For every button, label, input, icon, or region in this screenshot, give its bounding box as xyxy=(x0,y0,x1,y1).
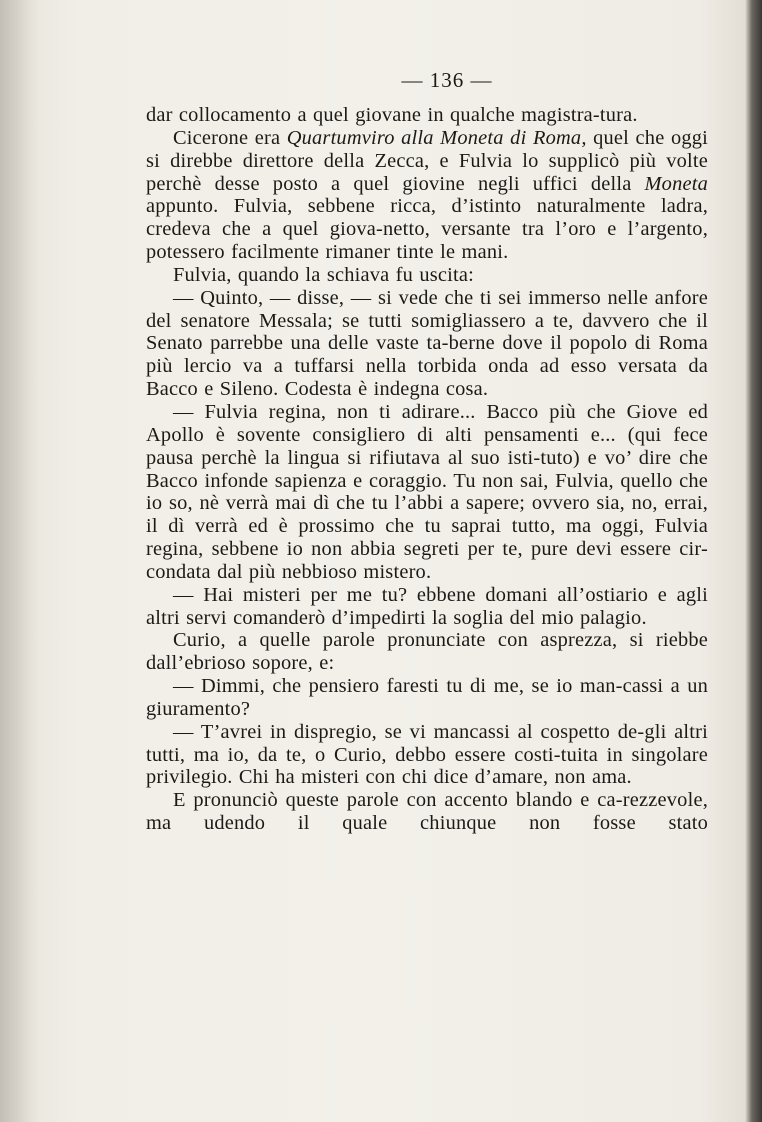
italic-text: Moneta xyxy=(644,172,708,195)
page-number: — 136 — xyxy=(401,68,493,92)
paragraph xyxy=(146,629,708,675)
paragraph xyxy=(146,789,708,835)
text-run: — T’avrei in dispregio, se vi mancassi al cospetto de-gli altri tutti, ma io, da te, o Curio, debbo essere costi-tuita in singolare privilegio. Chi ha misteri con chi dice d’amare, non ama. xyxy=(146,720,708,789)
paragraph xyxy=(146,721,708,790)
paragraph xyxy=(146,287,708,401)
paragraph xyxy=(146,584,708,630)
text-run: appunto. Fulvia, sebbene ricca, d’istinto naturalmente ladra, credeva che a quel giova-netto, versante tra l’oro e l’argento, potessero facilmente rimaner tinte le mani. xyxy=(146,195,708,264)
italic-text: Quartumviro alla Moneta di Roma, xyxy=(286,126,587,149)
text-run: — Hai misteri per me tu? ebbene domani all’ostiario e agli altri servi comanderò d’impedirti la soglia del mio palagio. xyxy=(146,583,708,629)
text-run: E pronunciò queste parole con accento blando e ca-rezzevole, ma udendo il quale chiunque non fosse stato xyxy=(146,789,708,835)
text-run: Curio, a quelle parole pronunciate con asprezza, si riebbe dall’ebrioso sopore, e: xyxy=(146,629,708,675)
paragraph xyxy=(146,264,708,287)
paragraph xyxy=(146,104,708,127)
book-page xyxy=(146,66,708,835)
text-run: — Fulvia regina, non ti adirare... Bacco più che Giove ed Apollo è sovente consigliero di alti pensamenti e... (qui fece pausa perchè la lingua si rifiutava al suo isti-tuto) e vo’ dire che Bacco infonde sapienza e coraggio. Tu non sai, Fulvia, quello che io so, nè verrà mai dì che tu l’abbi a sapere; ovvero sia, no, errai, il dì verrà ed è prossimo che tu saprai tutto, ma oggi, Fulvia regina, sebbene io non abbia segreti per te, pure devi essere cir-condata dal più nebbioso mistero. xyxy=(146,400,708,583)
text-run: — Quinto, — disse, — si vede che ti sei immerso nelle anfore del senatore Messala; se tutti somigliassero a te, davvero che il Senato parrebbe una delle vaste ta-berne dove il popolo di Roma più lercio va a tuffarsi nella torbida onda ad esso versata da Bacco e Sileno. Codesta è indegna cosa. xyxy=(146,286,708,401)
paragraph xyxy=(146,127,708,264)
text-run: quel che oggi si direbbe direttore della Zecca, e Fulvia lo supplicò più volte perchè desse posto a quel giovine negli uffici della xyxy=(146,126,709,195)
spine-shadow xyxy=(0,0,40,1122)
text-run: Fulvia, quando la schiava fu uscita: xyxy=(173,263,474,286)
body-text xyxy=(146,104,708,835)
text-run: — Dimmi, che pensiero faresti tu di me, se io man-cassi a un giuramento? xyxy=(146,675,708,720)
paragraph xyxy=(146,401,708,584)
text-run: dar collocamento a quel giovane in qualche magistra-tura. xyxy=(146,104,638,126)
paragraph xyxy=(146,675,708,721)
text-run: Cicerone era xyxy=(173,126,287,149)
